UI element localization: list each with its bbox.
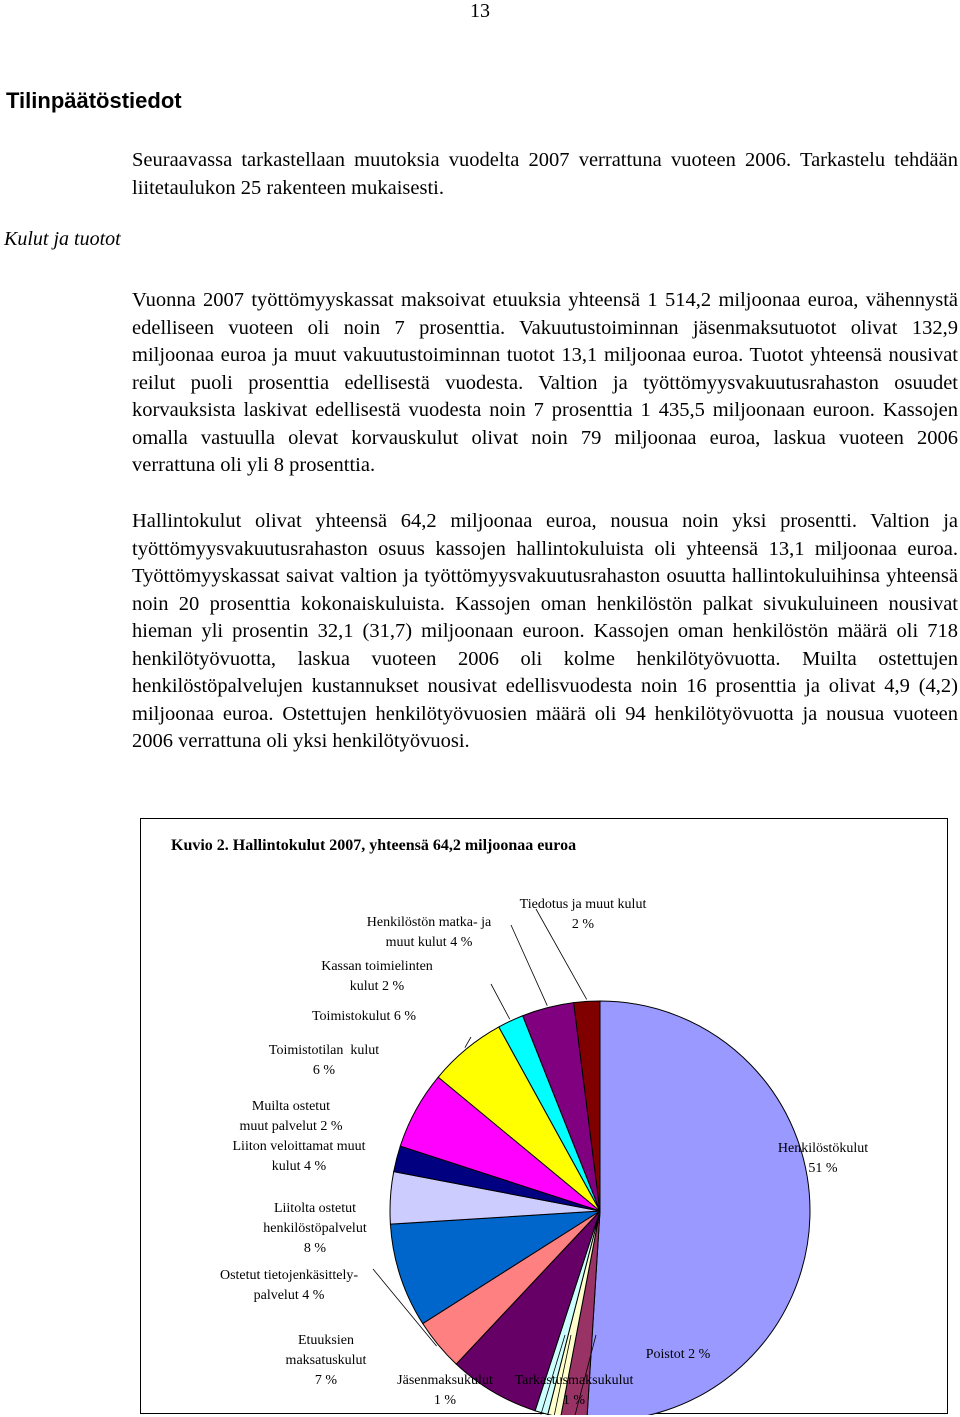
slice-label: Liiton veloittamat muut kulut 4 %	[232, 1139, 366, 1174]
slice-label: Etuuksien maksatuskulut 7 %	[285, 1333, 367, 1388]
slice-label: Liitolta ostetut henkilöstöpalvelut 8 %	[263, 1201, 367, 1256]
slice-label: Poistot 2 %	[645, 1347, 711, 1362]
leader-line	[511, 925, 547, 1006]
slice-label: Jäsenmaksukulut 1 %	[397, 1373, 493, 1408]
slice-label: Tarkastusmaksukulut 1 %	[514, 1373, 634, 1408]
admin-costs-paragraph: Hallintokulut olivat yhteensä 64,2 miljoonaa euroa, nousua noin yksi prosentti. Valtion ja työttömyysvakuutusrahaston osuus kassojen hallintokuluista oli yhteensä 13,1 miljoonaa euroa. Työttömyyskassat saivat valtion ja työttömyysvakuutusrahaston osuutta hallintokuluihinsa yhteensä noin 20 prosenttia kokonaiskuluista. Kassojen oman henkilöstön palkat sivukuluineen nousivat hieman yli prosentin 32,1 (31,7) miljoonaan euroon. Kassojen oman henkilöstön määrä oli 718 henkilötyövuotta, laskua vuoteen 2006 oli kolme henkilötyövuotta. Muilta ostettujen henkilöstöpalvelujen kustannukset nousivat edellisvuodesta noin 16 prosenttia ja olivat 4,9 (4,2) miljoonaa euroa. Ostettujen henkilötyövuosien määrä oli 94 henkilötyövuotta ja nousua vuoteen 2006 verrattuna oli yksi henkilötyövuosi.	[132, 510, 958, 752]
slice-label: Toimistotilan kulut 6 %	[268, 1043, 380, 1078]
leader-line	[491, 984, 510, 1019]
slice-label: Toimistokulut 6 %	[311, 1009, 417, 1024]
costs-paragraph: Vuonna 2007 työttömyyskassat maksoivat etuuksia yhteensä 1 514,2 miljoonaa euroa, vähennystä edelliseen vuoteen oli noin 7 prosenttia. Vakuutustoiminnan jäsenmaksutuotot olivat 132,9 miljoonaa euroa ja muut vakuutustoiminnan tuotot 13,1 miljoonaa euroa. Tuotot yhteensä nousivat reilut puoli prosenttia edellisestä vuodesta. Valtion ja työttömyysvakuutusrahaston osuudet korvauksista laskivat edellisestä vuodesta noin 7 prosenttia 1 435,5 miljoonaan euroon. Kassojen omalla vastuulla olevat korvauskulut olivat noin 79 miljoonaa euroa, laskua vuoteen 2006 verrattuna oli yli 8 prosenttia.	[132, 289, 958, 476]
slice-label: Tiedotus ja muut kulut 2 %	[519, 897, 647, 932]
slice-label: Ostetut tietojenkäsittely- palvelut 4 %	[219, 1268, 359, 1303]
intro-paragraph: Seuraavassa tarkastellaan muutoksia vuodelta 2007 verrattuna vuoteen 2006. Tarkastelu tehdään liitetaulukon 25 rakenteen mukaisesti.	[132, 149, 958, 199]
slice-label: Henkilöstökulut 51 %	[777, 1141, 869, 1176]
page-number: 13	[470, 0, 490, 22]
slice-label: Muilta ostetut muut palvelut 2 %	[239, 1099, 343, 1134]
pie-chart-figure	[140, 818, 948, 1414]
slice-label: Kassan toimielinten kulut 2 %	[321, 959, 433, 994]
page-heading: Tilinpäätöstiedot	[6, 88, 182, 113]
slice-label: Henkilöstön matka- ja muut kulut 4 %	[366, 915, 492, 950]
side-heading: Kulut ja tuotot	[4, 228, 121, 250]
chart-title: Kuvio 2. Hallintokulut 2007, yhteensä 64,2 miljoonaa euroa	[171, 837, 577, 854]
